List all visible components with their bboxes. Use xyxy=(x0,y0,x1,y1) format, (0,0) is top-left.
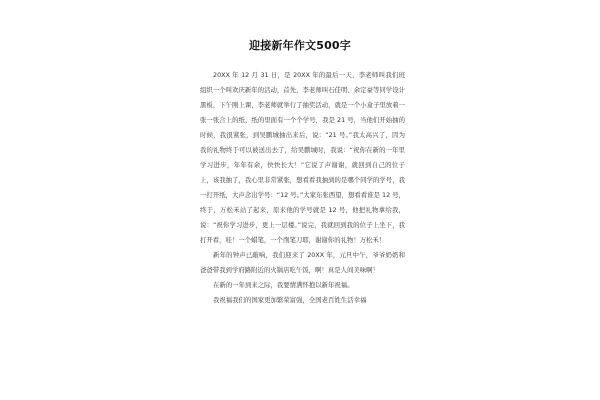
document-title: 迎接新年作文500字 xyxy=(249,39,351,52)
paragraph-4: 我祝福我们的国家更加繁荣富强，全国老百姓生活幸福 xyxy=(213,296,367,304)
document-body xyxy=(200,68,405,308)
paragraph-2: 新年的钟声已敲响，我们迎来了 20XX 年，元旦中午，爷爷奶奶和爸爸带我到学府路附近的火锅店吃午饭，啊！真是人间美味啊！ xyxy=(200,251,405,274)
paragraph-1: 20XX 年 12 月 31 日，是 20XX 年的最后一天，李老师叫我们班组织一个叫欢庆新年的活动，首先，李老师叫石佳明、余定豪等同学设计黑板，下午刚上课，李老师就举行了抽奖活动，就是一个小盒子里放着一张一张合上的纸，纸的里面有一个个学号，我是 21 号，当他们开始抽的时候，我很紧张，到吴鹏城抽出来后，说：“21 号。”我太高兴了，因为我的礼物终于可以被送出去了，给吴鹏城时，我说：“祝你在新的一年里学习进步，年年有余，快快长大！”它说了声谢谢，就回到自己的位子上，该我抽了，我心里非常紧张，想看看我抽到的是哪个同学的学号，我一打开纸，大声念出学号：“12 号。”大家东张西望，想看看谁是 12 号，终于，万松禾站了起来，原来他的学号就是 12 号，他把礼物拿给我，说：“祝你学习进步，更上一层楼。”说完，我就回到我的位子上坐下，我打开看，哇！一个蜡笔，一个削笔刀耶，谢谢你的礼物！万松禾！ xyxy=(200,71,405,244)
paragraph-3: 在新的一年到来之际，我要情满怀抱以新年祝福。 xyxy=(213,281,354,289)
